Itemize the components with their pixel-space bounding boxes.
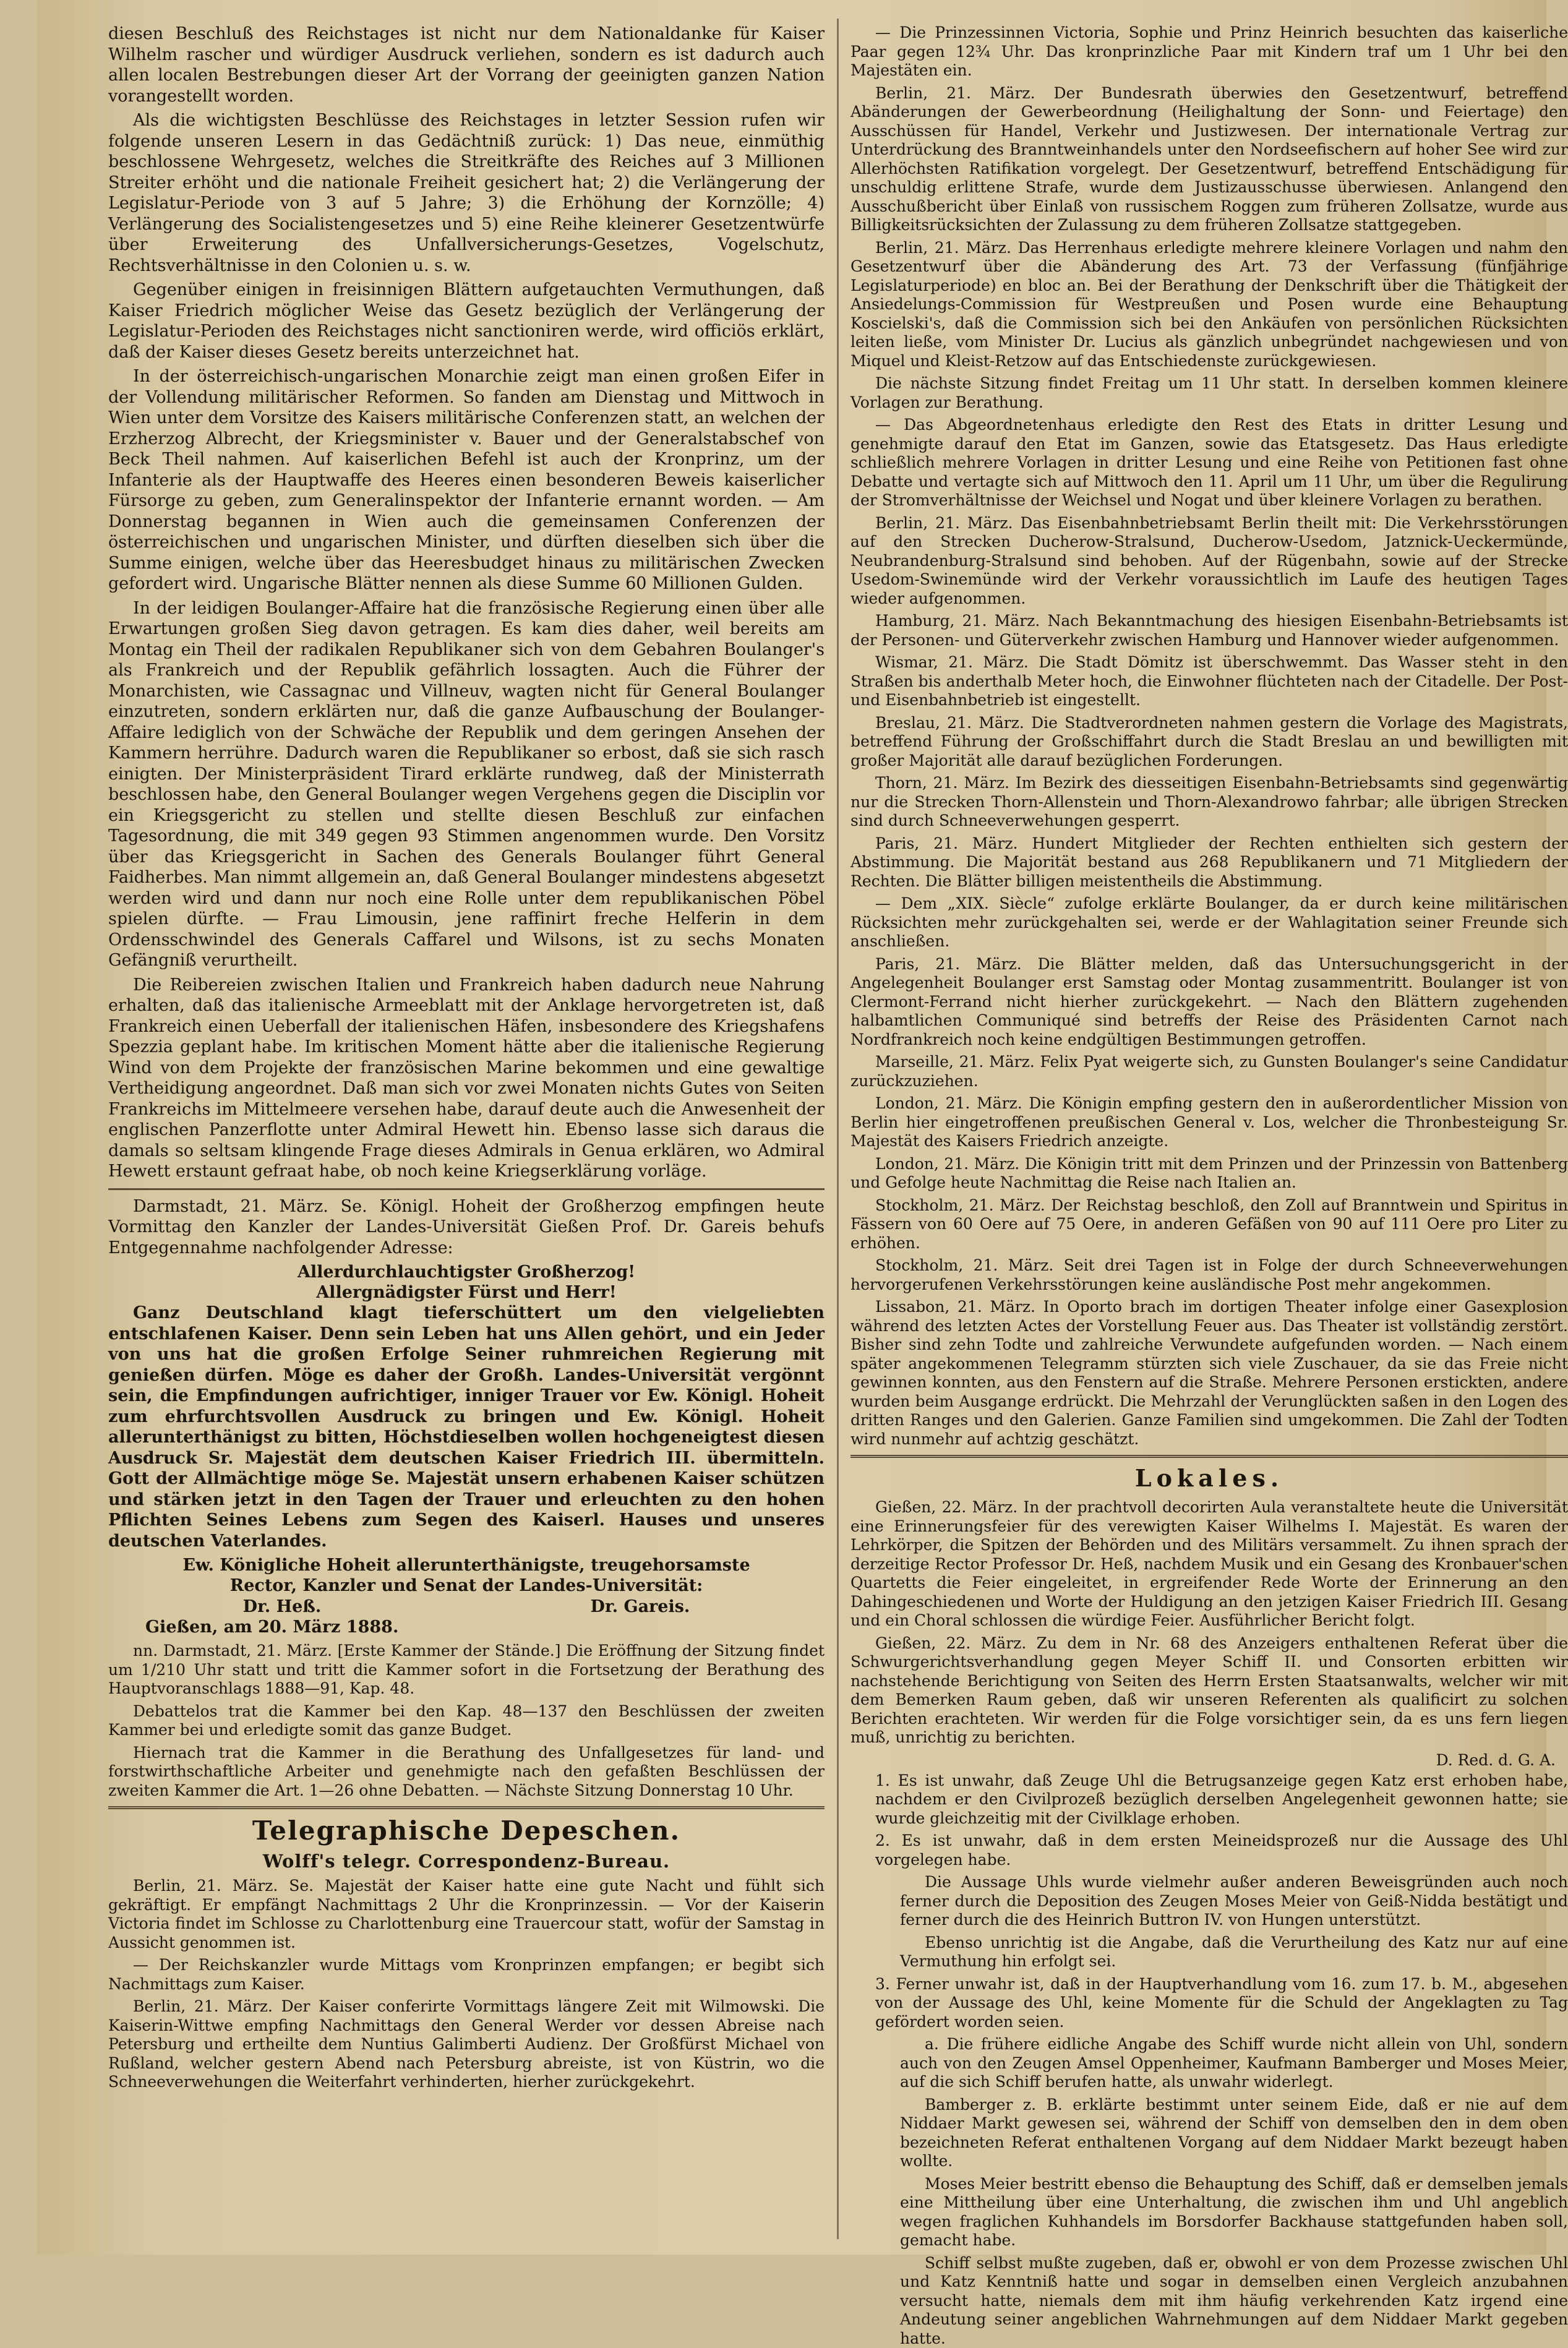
darmstadt-report: Debattelos trat die Kammer bei den Kap. 48—137 den Beschlüssen der zweiten Kammer bei und erledigte somit das ganze Budget.: [108, 1702, 825, 1740]
article-paragraph: In der österreichisch-ungarischen Monarchie zeigt man einen großen Eifer in der Vollendung militärischer Reformen. So fanden am Dienstag und Mittwoch in Wien unter dem Vorsitze des Kaisers militärische Conferenzen statt, an welchen der Erzherzog Albrecht, der Kriegsminister v. Bauer und der Generalstabschef von Beck Theil nahmen. Auf kaiserlichen Befehl ist auch der Kronprinz, um der Infanterie als der Hauptwaffe des Heeres einen besonderen Beweis kaiserlicher Fürsorge zu geben, zum Generalinspektor der Infanterie ernannt worden. — Am Donnerstag begannen in Wien auch die gemeinsamen Conferenzen der österreichischen und ungarischen Minister, und dürften dieselben sich über die Summe einigen, welche über das Heeresbudget hinaus zu militärischen Zwecken gefordert wird. Ungarische Blätter nennen als diese Summe 60 Millionen Gulden.: [108, 366, 825, 594]
telegram-item: Stockholm, 21. März. Seit drei Tagen ist in Folge der durch Schneeverwehungen hervorgerufenen Verkehrsstörungen keine ausländische Post mehr angekommen.: [850, 1256, 1568, 1294]
correction-detail: Moses Meier bestritt ebenso die Behauptung des Schiff, daß er demselben jemals eine Mittheilung über eine Unterhaltung, die zwischen ihm und Uhl angeblich wegen fraglichen Kuhhandels im Borsdorfer Backhause stattgefunden haben soll, gemacht habe.: [900, 2175, 1568, 2250]
darmstadt-report: Darmstadt, 21. März. Se. Königl. Hoheit der Großherzog empfingen heute Vormittag den Kanzler der Landes-Universität Gießen Prof. Dr. Gareis behufs Entgegennahme nachfolgender Adresse:: [108, 1196, 825, 1259]
telegram-item: Die nächste Sitzung findet Freitag um 11 Uhr statt. In derselben kommen kleinere Vorlagen zur Berathung.: [850, 374, 1568, 412]
article-paragraph: Gegenüber einigen in freisinnigen Blättern aufgetauchten Vermuthungen, daß Kaiser Friedrich möglicher Weise das Gesetz bezüglich der Verlängerung der Legislatur-Perioden des Reichstages nicht sanctioniren werde, wird officiös erklärt, daß der Kaiser dieses Gesetz bereits unterzeichnet hat.: [108, 280, 825, 362]
signature-gareis: Dr. Gareis.: [591, 1597, 690, 1616]
address-salutation: Allergnädigster Fürst und Herr!: [108, 1282, 825, 1303]
editor-signature: D. Red. d. G. A.: [850, 1751, 1556, 1769]
telegraph-heading: Telegraphische Depeschen.: [108, 1815, 825, 1846]
telegram-item: London, 21. März. Die Königin tritt mit dem Prinzen und der Prinzessin von Battenberg und Gefolge heute Nachmittag die Reise nach Italien an.: [850, 1155, 1568, 1193]
telegram-item: Berlin, 21. März. Das Herrenhaus erledigte mehrere kleinere Vorlagen und nahm den Gesetzentwurf über die Abänderung des Art. 73 der Verfassung (fünfjährige Legislaturperiode) en bloc an. Bei der Berathung der Denkschrift über die Thätigkeit der Ansiedelungs-Commission für Westpreußen und Posen wurde eine Behauptung Koscielski's, daß die Commission sich bei den Ankäufen von persönlichen Rücksichten leiten ließe, vom Minister Dr. Lucius als gänzlich unbegründet nachgewiesen und von Miquel und Kleist-Retzow auf das Entschiedenste zurückgewiesen.: [850, 239, 1568, 371]
newspaper-page: [37, 0, 1546, 2255]
telegraph-subheading: Wolff's telegr. Correspondenz-Bureau.: [108, 1851, 825, 1872]
telegram-item: Berlin, 21. März. Der Bundesrath überwies den Gesetzentwurf, betreffend Abänderungen der Gewerbeordnung (Heilighaltung der Sonn- und Feiertage) den Ausschüssen für Handel, Verkehr und Justizwesen. Der internationale Vertrag zur Unterdrückung des Branntweinhandels unter den Nordseefischern auf hoher See wird zur Allerhöchsten Ratifikation vorgelegt. Der Gesetzentwurf, betreffend Entschädigung für unschuldig erlittene Strafe, wurde dem Justizausschusse überwiesen. Anlangend den Ausschußbericht über Einlaß von russischem Roggen zum früheren Zollsatze, wurde aus Billigkeitsrücksichten der Zulassung zu dem früheren Zollsatze stattgegeben.: [850, 84, 1568, 235]
telegram-item: Stockholm, 21. März. Der Reichstag beschloß, den Zoll auf Branntwein und Spiritus in Fässern von 60 Oere auf 75 Oere, in anderen Gefäßen von 90 auf 111 Oere pro Liter zu erhöhen.: [850, 1196, 1568, 1253]
signature-row: [108, 1597, 825, 1616]
telegram-item: Hamburg, 21. März. Nach Bekanntmachung des hiesigen Eisenbahn-Betriebsamts ist der Personen- und Güterverkehr zwischen Hamburg und Hannover wieder aufgenommen.: [850, 612, 1568, 649]
telegram-item: — Die Prinzessinnen Victoria, Sophie und Prinz Heinrich besuchten das kaiserliche Paar gegen 12¾ Uhr. Das kronprinzliche Paar mit Kindern traf um 1 Uhr bei den Majestäten ein.: [850, 24, 1568, 80]
address-closing: Rector, Kanzler und Senat der Landes-Universität:: [108, 1575, 825, 1596]
right-column: [850, 24, 1568, 2238]
correction-point: 3. Ferner unwahr ist, daß in der Hauptverhandlung vom 16. zum 17. b. M., abgesehen von der Aussage des Uhl, keine Momente für die Schuld der Angeklagten zu Tag gefördert worden seien.: [875, 1975, 1568, 2032]
telegram-item: Berlin, 21. März. Der Kaiser conferirte Vormittags längere Zeit mit Wilmowski. Die Kaiserin-Wittwe empfing Nachmittags den General Werder vor dessen Abreise nach Petersburg und ertheilte dem Nuntius Galimberti Audienz. Der Großfürst Michael von Rußland, welcher gestern Abend nach Petersburg abreiste, ist von Küstrin, wo die Schneeverwehungen die Weiterfahrt verhinderten, hierher zurückgekehrt.: [108, 1997, 825, 2092]
article-paragraph: Als die wichtigsten Beschlüsse des Reichstages in letzter Session rufen wir folgende unseren Lesern in das Gedächtniß zurück: 1) Das neue, einmüthig beschlossene Wehrgesetz, welches die Streitkräfte des Reiches auf 3 Millionen Streiter erhöht und die nationale Freiheit gesichert hat; 2) die Verlängerung der Legislatur-Periode von 3 auf 5 Jahre; 3) die Erhöhung der Kornzölle; 4) Verlängerung des Socialistengesetzes und 5) eine Reihe kleinerer Gesetzentwürfe über Erweiterung des Unfallversicherungs-Gesetzes, Vogelschutz, Rechtsverhältnisse in den Colonien u. s. w.: [108, 110, 825, 276]
local-news-heading: Lokales.: [850, 1464, 1568, 1492]
address-dateline: Gießen, am 20. März 1888.: [145, 1617, 825, 1637]
article-paragraph: In der leidigen Boulanger-Affaire hat die französische Regierung einen über alle Erwartungen großen Sieg davon getragen. Es kam dies daher, weil bereits am Montag ein Theil der radikalen Republikaner sich von dem Gebahren Boulanger's als Frankreich und der Republik gefährlich lossagten. Auch die Führer der Monarchisten, wie Cassagnac und Villneuv, wagten nicht für General Boulanger einzutreten, sondern erklärten nur, daß die ganze Aufbauschung der Boulanger-Affaire lediglich von der Schwäche der Republik und dem geringen Ansehen der Kammern herrühre. Dadurch waren die Republikaner so erbost, daß sie sich rasch einigten. Der Ministerpräsident Tirard erklärte rundweg, daß der Ministerrath beschlossen habe, den General Boulanger wegen Vergehens gegen die Disciplin vor ein Kriegsgericht zu stellen und stellte diesen Beschluß zur einfachen Tagesordnung, die mit 349 gegen 93 Stimmen angenommen wurde. Den Vorsitz über das Kriegsgericht in Sachen des Generals Boulanger führt General Faidherbes. Man nimmt allgemein an, daß General Boulanger mindestens abgesetzt werden wird und dann nur noch eine Rolle unter dem republikanischen Pöbel spielen dürfte. — Frau Limousin, jene raffinirt freche Helferin in dem Ordensschwindel des Generals Caffarel und Wilsons, ist zu sechs Monaten Gefängniß verurtheilt.: [108, 598, 825, 971]
darmstadt-report: Hiernach trat die Kammer in die Berathung des Unfallgesetzes für land- und forstwirthschaftliche Arbeiter und genehmigte nach den gefaßten Beschlüssen der zweiten Kammer die Art. 1—26 ohne Debatten. — Nächste Sitzung Donnerstag 10 Uhr.: [108, 1744, 825, 1801]
correction-detail: Schiff selbst mußte zugeben, daß er, obwohl er von dem Prozesse zwischen Uhl und Katz Kenntniß hatte und sogar in demselben einen Vergleich anzubahnen versucht hatte, niemals dem mit ihm häufig verkehrenden Katz irgend eine Andeutung seiner angeblichen Wahrnehmungen auf dem Niddaer Markt gegeben hatte.: [900, 2254, 1568, 2348]
telegram-item: Breslau, 21. März. Die Stadtverordneten nahmen gestern die Vorlage des Magistrats, betreffend Führung der Großschiffahrt durch die Stadt Breslau an und bewilligten mit großer Majorität alle darauf bezüglichen Forderungen.: [850, 714, 1568, 771]
telegram-item: Paris, 21. März. Die Blätter melden, daß das Untersuchungsgericht in der Angelegenheit Boulanger erst Samstag oder Montag zusammentritt. Boulanger ist von Clermont-Ferrand nicht hierher zurückgekehrt. — Nach den Blättern zugehenden halbamtlichen Communiqué sind betreffs der Reise des Präsidenten Carnot nach Nordfrankreich noch keine endgültigen Bestimmungen getroffen.: [850, 955, 1568, 1050]
telegram-item: Berlin, 21. März. Se. Majestät der Kaiser hatte eine gute Nacht und fühlt sich gekräftigt. Er empfängt Nachmittags 2 Uhr die Kronprinzessin. — Vor der Kaiserin Victoria findet im Schlosse zu Charlottenburg eine Trauercour statt, wofür der Samstag in Aussicht genommen ist.: [108, 1877, 825, 1952]
section-rule: [108, 1188, 825, 1190]
local-news-item: Gießen, 22. März. In der prachtvoll decorirten Aula veranstaltete heute die Universität eine Erinnerungsfeier für des verewigten Kaiser Wilhelms I. Majestät. Es waren der Lehrkörper, die Spitzen der Behörden und des Militärs versammelt. Zu ihnen sprach der derzeitige Rector Professor Dr. Heß, nachdem Musik und ein Gesang des Kronbauer'schen Quartetts die Feier eingeleitet, in ergreifender Rede Worte der Erinnerung an den Dahingeschiedenen und Worte der Huldigung an den jetzigen Kaiser Friedrich III. Gesang und ein Choral schlossen die würdige Feier. Ausführlicher Bericht folgt.: [850, 1498, 1568, 1630]
darmstadt-report: nn. Darmstadt, 21. März. [Erste Kammer der Stände.] Die Eröffnung der Sitzung findet um 1/210 Uhr statt und tritt die Kammer sofort in die Fortsetzung der Berathung des Hauptvoranschlags 1888—91, Kap. 48.: [108, 1642, 825, 1699]
telegram-item: London, 21. März. Die Königin empfing gestern den in außerordentlicher Mission von Berlin hier eingetroffenen preußischen General v. Los, welcher die Thronbesteigung Sr. Majestät des Kaisers Friedrich anzeigte.: [850, 1094, 1568, 1151]
column-divider: [837, 19, 839, 2239]
telegram-item: Thorn, 21. März. Im Bezirk des diesseitigen Eisenbahn-Betriebsamts sind gegenwärtig nur die Strecken Thorn-Allenstein und Thorn-Alexandrowo fahrbar; alle übrigen Strecken sind durch Schneeverwehungen gesperrt.: [850, 774, 1568, 831]
article-paragraph: Die Reibereien zwischen Italien und Frankreich haben dadurch neue Nahrung erhalten, daß das italienische Armeeblatt mit der Anklage hervorgetreten ist, daß Frankreich einen Ueberfall der italienischen Häfen, insbesondere des Kriegshafens Spezzia geplant habe. Im kritischen Moment hätte aber die italienische Regierung Wind von dem Projekte der französischen Marine bekommen und eine gewaltige Vertheidigung angeordnet. Daß man sich vor zwei Monaten nichts Gutes von Seiten Frankreichs im Mittelmeere versehen habe, darauf deute auch die Anwesenheit der englischen Panzerflotte unter Admiral Hewett hin. Ebenso lasse sich daraus die damals so seltsam klingende Frage dieses Admirals in Genua erklären, wo Admiral Hewett erstaunt gefraat habe, ob noch keine Kriegserklärung vorläge.: [108, 975, 825, 1182]
telegram-item: Lissabon, 21. März. In Oporto brach im dortigen Theater infolge einer Gasexplosion während des letzten Actes der Vorstellung Feuer aus. Das Theater ist vollständig zerstört. Bisher sind zehn Todte und zahlreiche Verwundete aufgefunden worden. — Nach einem später angekommenen Telegramm stürzten sich viele Zuschauer, da sie das Freie nicht gewinnen konnten, aus den Fenstern auf die Straße. Mehrere Personen erstickten, andere wurden beim Ausgange erdrückt. Die Mehrzahl der Verunglückten saßen in den Logen des dritten Ranges und den Galerien. Ganze Familien sind umgekommen. Die Zahl der Todten wird nunmehr auf achtzig geschätzt.: [850, 1298, 1568, 1449]
address-closing: Ew. Königliche Hoheit allerunterthänigste, treugehorsamste: [108, 1555, 825, 1575]
telegram-item: Marseille, 21. März. Felix Pyat weigerte sich, zu Gunsten Boulanger's seine Candidatur zurückzuziehen.: [850, 1053, 1568, 1090]
address-salutation: Allerdurchlauchtigster Großherzog!: [108, 1262, 825, 1282]
correction-point: 2. Es ist unwahr, daß in dem ersten Meineidsprozeß nur die Aussage des Uhl vorgelegen habe.: [875, 1832, 1568, 1869]
left-column: [108, 24, 825, 2238]
correction-detail: Bamberger z. B. erklärte bestimmt unter seinem Eide, daß er nie auf dem Niddaer Markt gewesen sei, während der Schiff von demselben den in dem oben bezeichneten Referat enthaltenen Vorgang auf dem Niddaer Markt bezeugt haben wollte.: [900, 2096, 1568, 2171]
correction-detail: Ebenso unrichtig ist die Angabe, daß die Verurtheilung des Katz nur auf eine Vermuthung hin erfolgt sei.: [900, 1934, 1568, 1971]
telegram-item: — Der Reichskanzler wurde Mittags vom Kronprinzen empfangen; er begibt sich Nachmittags zum Kaiser.: [108, 1956, 825, 1994]
telegram-item: Berlin, 21. März. Das Eisenbahnbetriebsamt Berlin theilt mit: Die Verkehrsstörungen auf den Strecken Ducherow-Stralsund, Ducherow-Usedom, Jatznick-Ueckermünde, Neubrandenburg-Stralsund sind behoben. Auf der Rügenbahn, sowie auf der Strecke Usedom-Swinemünde wird der Verkehr voraussichtlich im Laufe des heutigen Tages wieder aufgenommen.: [850, 514, 1568, 609]
address-text: Ganz Deutschland klagt tieferschüttert um den vielgeliebten entschlafenen Kaiser. Denn sein Leben hat uns Allen gehört, und ein Jeder von uns hat die großen Erfolge Seiner ruhmreichen Regierung mit genießen dürfen. Möge es daher der Großh. Landes-Universität vergönnt sein, die Empfindungen aufrichtiger, inniger Trauer vor Ew. Königl. Hoheit zum ehrfurchtsvollen Ausdruck zu bringen und Ew. Königl. Hoheit allerunterthänigst zu bitten, Höchstdieselben wollen hochgeneigtest diesen Ausdruck Sr. Majestät dem deutschen Kaiser Friedrich III. übermitteln. Gott der Allmächtige möge Se. Majestät unsern erhabenen Kaiser schützen und stärken jetzt in den Tagen der Trauer und erleuchten zu den hohen Pflichten Seines Lebens zum Segen des Kaiserl. Hauses und unseres deutschen Vaterlandes.: [108, 1303, 825, 1551]
telegram-item: Paris, 21. März. Hundert Mitglieder der Rechten enthielten sich gestern der Abstimmung. Die Majorität bestand aus 268 Republikanern und 71 Mitgliedern der Rechten. Die Blätter billigen meistentheils die Abstimmung.: [850, 834, 1568, 891]
section-rule: [108, 1806, 825, 1809]
correction-detail: a. Die frühere eidliche Angabe des Schiff wurde nicht allein von Uhl, sondern auch von den Zeugen Amsel Oppenheimer, Kaufmann Bamberger und Moses Meier, auf die sich Schiff berufen hatte, als unwahr widerlegt.: [900, 2035, 1568, 2092]
correction-point: 1. Es ist unwahr, daß Zeuge Uhl die Betrugsanzeige gegen Katz erst erhoben habe, nachdem er den Civilprozeß bezüglich derselben Angelegenheit gewonnen hatte; sie wurde gleichzeitig mit der Civilklage erhoben.: [875, 1772, 1568, 1828]
local-news-item: Gießen, 22. März. Zu dem in Nr. 68 des Anzeigers enthaltenen Referat über die Schwurgerichtsverhandlung gegen Meyer Schiff II. und Consorten erbitten wir nachstehende Berichtigung von Seiten des Herrn Ersten Staatsanwalts, welcher wir mit dem Bemerken Raum geben, daß wir unseren Referenten als qualificirt zu solchen Berichten erachteten. Wir werden für die Folge vorsichtiger sein, da es uns fern liegen muß, unrichtig zu berichten.: [850, 1634, 1568, 1747]
article-paragraph: diesen Beschluß des Reichstages ist nicht nur dem Nationaldanke für Kaiser Wilhelm rascher und würdiger Ausdruck verliehen, sondern es ist dadurch auch allen localen Bestrebungen dieser Art der Vorrang der geeinigten ganzen Nation vorangestellt worden.: [108, 24, 825, 106]
correction-detail: Die Aussage Uhls wurde vielmehr außer anderen Beweisgründen auch noch ferner durch die Deposition des Zeugen Moses Meier von Geiß-Nidda bestätigt und ferner durch die des Heinrich Buttron IV. von Hungen unterstützt.: [900, 1873, 1568, 1930]
section-rule: [850, 1455, 1568, 1458]
telegram-item: — Dem „XIX. Siècle“ zufolge erklärte Boulanger, da er durch keine militärischen Rücksichten mehr zurückgehalten sei, werde er der Wahlagitation seiner Freunde sich anschließen.: [850, 894, 1568, 951]
telegram-item: Wismar, 21. März. Die Stadt Dömitz ist überschwemmt. Das Wasser steht in den Straßen bis anderthalb Meter hoch, die Einwohner flüchteten nach der Citadelle. Der Post- und Eisenbahnbetrieb ist eingestellt.: [850, 653, 1568, 710]
telegram-item: — Das Abgeordnetenhaus erledigte den Rest des Etats in dritter Lesung und genehmigte darauf den Etat im Ganzen, sowie das Etatsgesetz. Das Haus erledigte schließlich mehrere Vorlagen in dritter Lesung und eine Reihe von Petitionen fast ohne Debatte und vertagte sich auf Mittwoch den 11. April um 11 Uhr, um über die Regulirung der Stromverhältnisse der Weichsel und Nogat und über kleinere Vorlagen zu berathen.: [850, 416, 1568, 510]
signature-hess: Dr. Heß.: [243, 1597, 322, 1616]
